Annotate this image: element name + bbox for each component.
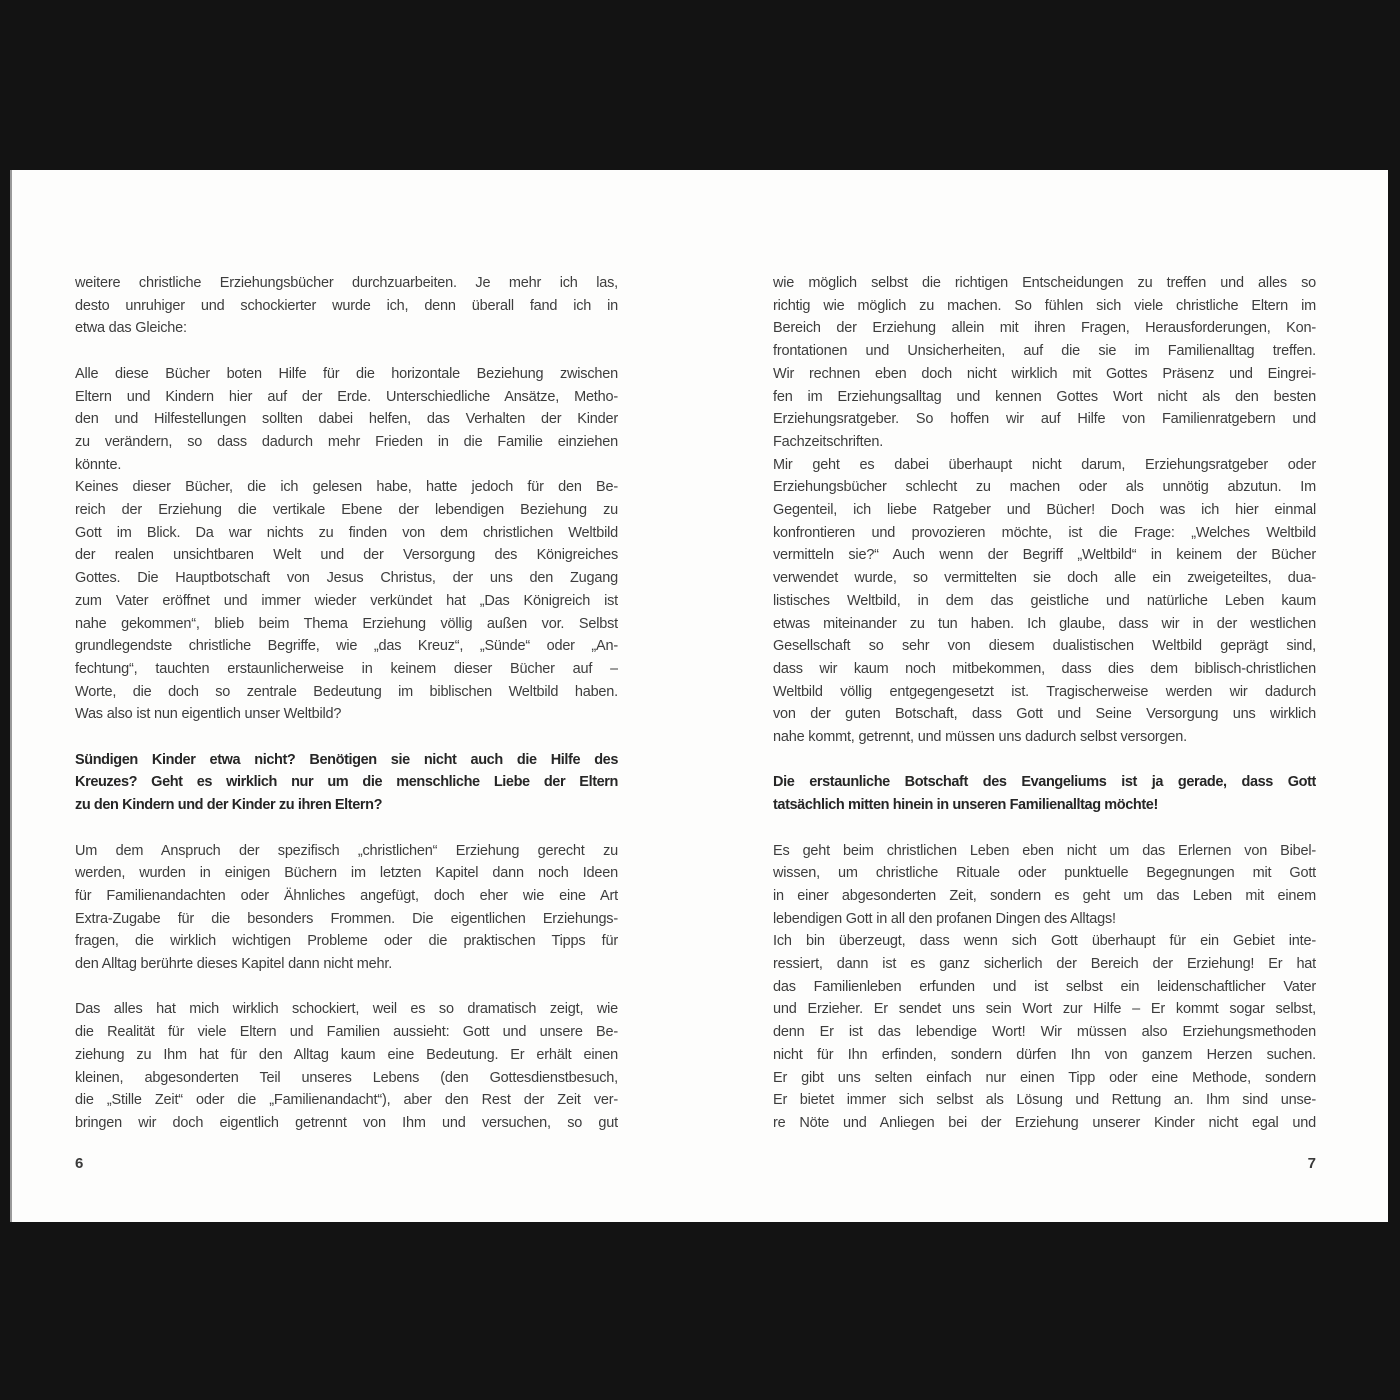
- text-line: Die erstaunliche Botschaft des Evangeliums ist ja gerade, dass Gott: [773, 774, 1316, 791]
- text-line: die Realität für viele Eltern und Familien aussieht: Gott und unsere Be-: [75, 1024, 618, 1041]
- text-line: richtig wie möglich zu machen. So fühlen sich viele christliche Eltern im: [773, 297, 1316, 314]
- text-line: denn Er ist das lebendige Wort! Wir müssen also Erziehungsmethoden: [773, 1024, 1316, 1041]
- text-line: reich der Erziehung die vertikale Ebene der lebendigen Beziehung zu: [75, 502, 618, 519]
- body-paragraph: [75, 998, 618, 1134]
- body-paragraph: [773, 454, 1316, 749]
- text-line: listisches Weltbild, in dem das geistliche und natürliche Leben kaum: [773, 592, 1316, 609]
- text-line: Worte, die doch so zentrale Bedeutung im biblischen Weltbild haben.: [75, 683, 618, 700]
- text-line: für Familienandachten oder Ähnliches angefügt, doch eher wie eine Art: [75, 887, 618, 904]
- text-line: den Alltag berührte dieses Kapitel dann nicht mehr.: [75, 956, 393, 973]
- text-line: frontationen und Unsicherheiten, auf die sie im Familienalltag treffen.: [773, 343, 1316, 360]
- text-line: tatsächlich mitten hinein in unseren Familienalltag möchte!: [773, 797, 1158, 814]
- text-line: zu den Kindern und der Kinder zu ihren Eltern?: [75, 797, 383, 814]
- text-line: Bereich der Erziehung allein mit ihren Fragen, Herausforderungen, Kon-: [773, 320, 1316, 337]
- text-line: Alle diese Bücher boten Hilfe für die horizontale Beziehung zwischen: [75, 365, 618, 382]
- text-line: Fachzeitschriften.: [773, 433, 884, 450]
- text-line: Was also ist nun eigentlich unser Weltbild?: [75, 706, 342, 723]
- text-line: Mir geht es dabei überhaupt nicht darum, Erziehungsratgeber oder: [773, 456, 1316, 473]
- text-line: weitere christliche Erziehungsbücher durchzuarbeiten. Je mehr ich las,: [75, 275, 618, 291]
- body-paragraph: [773, 272, 1316, 454]
- text-line: vermitteln sie?“ Auch wenn der Begriff „Weltbild“ in keinem der Bücher: [773, 547, 1316, 564]
- text-line: könnte.: [75, 456, 122, 473]
- text-line: bringen wir doch eigentlich getrennt von Ihm und versuchen, so gut: [75, 1114, 618, 1131]
- text-line: fen im Erziehungsalltag und kennen Gottes Wort nicht als den besten: [773, 388, 1316, 405]
- text-line: Gesellschaft so sehr von diesem dualistischen Weltbild geprägt sind,: [773, 638, 1316, 655]
- text-line: Erziehungsratgeber. So hoffen wir auf Hilfe von Familienratgebern und: [773, 411, 1316, 428]
- text-line: ziehung zu Ihm hat für den Alltag kaum eine Bedeutung. Er erhält einen: [75, 1046, 618, 1063]
- text-line: nicht für Ihn erfinden, sondern dürfen Ihn von ganzem Herzen suchen.: [773, 1046, 1316, 1063]
- body-paragraph: [75, 272, 618, 340]
- body-paragraph: [75, 363, 618, 477]
- text-line: etwas miteinander zu tun haben. Ich glaube, dass wir in der westlichen: [773, 615, 1316, 632]
- text-line: Gott im Blick. Da war nichts zu finden von dem christlichen Weltbild: [75, 524, 618, 541]
- text-line: den und Hilfestellungen sollten dabei helfen, das Verhalten der Kinder: [75, 411, 618, 428]
- text-line: Es geht beim christlichen Leben eben nicht um das Erlernen von Bibel-: [773, 842, 1316, 859]
- body-paragraph: [75, 840, 618, 976]
- text-line: ressiert, dann ist es ganz sicherlich der Bereich der Erziehung! Er hat: [773, 956, 1316, 973]
- text-line: das Familienleben erfunden und ist selbst ein leidenschaftlicher Vater: [773, 978, 1316, 995]
- text-line: Erziehungsbücher schlecht zu machen oder als unnötig abzutun. Im: [773, 479, 1316, 496]
- text-line: Ich bin überzeugt, dass wenn sich Gott überhaupt für ein Gebiet inte-: [773, 933, 1316, 950]
- text-line: der realen unsichtbaren Welt und der Versorgung des Königreiches: [75, 547, 618, 564]
- text-line: Weltbild völlig entgegengesetzt ist. Tragischerweise werden wir dadurch: [773, 683, 1316, 700]
- book-spread: [10, 170, 1388, 1222]
- text-line: zum Vater eröffnet und immer wieder verkündet hat „Das Königreich ist: [75, 592, 618, 609]
- page-number-right: 7: [1307, 1155, 1316, 1172]
- text-line: nahe kommt, getrennt, und müssen uns dadurch selbst versorgen.: [773, 729, 1187, 746]
- text-line: Kreuzes? Geht es wirklich nur um die menschliche Liebe der Eltern: [75, 774, 618, 791]
- text-line: Keines dieser Bücher, die ich gelesen habe, hatte jedoch für den Be-: [75, 479, 618, 496]
- body-paragraph: [75, 476, 618, 726]
- text-line: Eltern und Kindern hier auf der Erde. Unterschiedliche Ansätze, Metho-: [75, 388, 618, 405]
- text-line: werden, wurden in einigen Büchern im letzten Kapitel dann noch Ideen: [75, 865, 618, 882]
- heading-paragraph: [773, 771, 1316, 816]
- text-line: Er bietet immer sich selbst als Lösung und Rettung an. Ihm sind unse-: [773, 1092, 1316, 1109]
- text-line: fragen, die wirklich wichtigen Probleme oder die praktischen Tipps für: [75, 933, 618, 950]
- text-line: Extra-Zugabe für die besonders Frommen. Die eigentlichen Erziehungs-: [75, 910, 618, 927]
- text-line: grundlegendste christliche Begriffe, wie „das Kreuz“, „Sünde“ oder „An-: [75, 638, 618, 655]
- text-line: und Erzieher. Er sendet uns sein Wort zur Hilfe – Er kommt sogar selbst,: [773, 1001, 1316, 1018]
- page-right-text: [773, 272, 1316, 1135]
- text-line: in einer abgesonderten Zeit, sondern es geht um das Leben mit einem: [773, 887, 1316, 904]
- text-line: Er gibt uns selten einfach nur einen Tipp oder eine Methode, sondern: [773, 1069, 1316, 1086]
- text-line: nahe gekommen“, blieb beim Thema Erziehung völlig außen vor. Selbst: [75, 615, 618, 632]
- text-line: konfrontieren und provozieren möchte, ist die Frage: „Welches Weltbild: [773, 524, 1316, 541]
- text-line: die „Stille Zeit“ oder die „Familienandacht“), aber den Rest der Zeit ver-: [75, 1092, 618, 1109]
- text-line: Um dem Anspruch der spezifisch „christlichen“ Erziehung gerecht zu: [75, 842, 618, 859]
- text-line: Gegenteil, ich liebe Ratgeber und Bücher! Doch was ich hier einmal: [773, 502, 1316, 519]
- text-line: desto unruhiger und schockierter wurde ich, denn überall fand ich in: [75, 297, 618, 314]
- body-paragraph: [773, 930, 1316, 1134]
- text-line: re Nöte und Anliegen bei der Erziehung unserer Kinder nicht egal und: [773, 1114, 1316, 1131]
- text-line: Das alles hat mich wirklich schockiert, weil es so dramatisch zeigt, wie: [75, 1001, 618, 1018]
- text-line: etwa das Gleiche:: [75, 320, 187, 337]
- text-line: verwendet wurde, so vermittelten sie doch alle ein zweigeteiltes, dua-: [773, 570, 1316, 587]
- text-line: dass wir kaum noch mitbekommen, dass dies dem biblisch-christlichen: [773, 660, 1316, 677]
- heading-paragraph: [75, 749, 618, 817]
- text-line: von der guten Botschaft, dass Gott und Seine Versorgung uns wirklich: [773, 706, 1316, 723]
- text-line: wie möglich selbst die richtigen Entscheidungen zu treffen und alles so: [773, 275, 1316, 291]
- body-paragraph: [773, 840, 1316, 931]
- text-line: Wir rechnen eben doch nicht wirklich mit Gottes Präsenz und Eingrei-: [773, 365, 1316, 382]
- page-number-left: 6: [75, 1155, 84, 1172]
- page-left-text: [75, 272, 618, 1135]
- text-line: fechtung“, tauchten erstaunlicherweise in keinem dieser Bücher auf –: [75, 660, 618, 677]
- text-line: Sündigen Kinder etwa nicht? Benötigen sie nicht auch die Hilfe des: [75, 751, 618, 768]
- text-line: lebendigen Gott in all den profanen Dingen des Alltags!: [773, 910, 1116, 927]
- text-line: wissen, um christliche Rituale oder punktuelle Begegnungen mit Gott: [773, 865, 1316, 882]
- text-line: kleinen, abgesonderten Teil unseres Lebens (den Gottesdienstbesuch,: [75, 1069, 618, 1086]
- text-line: zu verändern, so dass dadurch mehr Frieden in die Familie einziehen: [75, 433, 618, 450]
- text-line: Gottes. Die Hauptbotschaft von Jesus Christus, der uns den Zugang: [75, 570, 618, 587]
